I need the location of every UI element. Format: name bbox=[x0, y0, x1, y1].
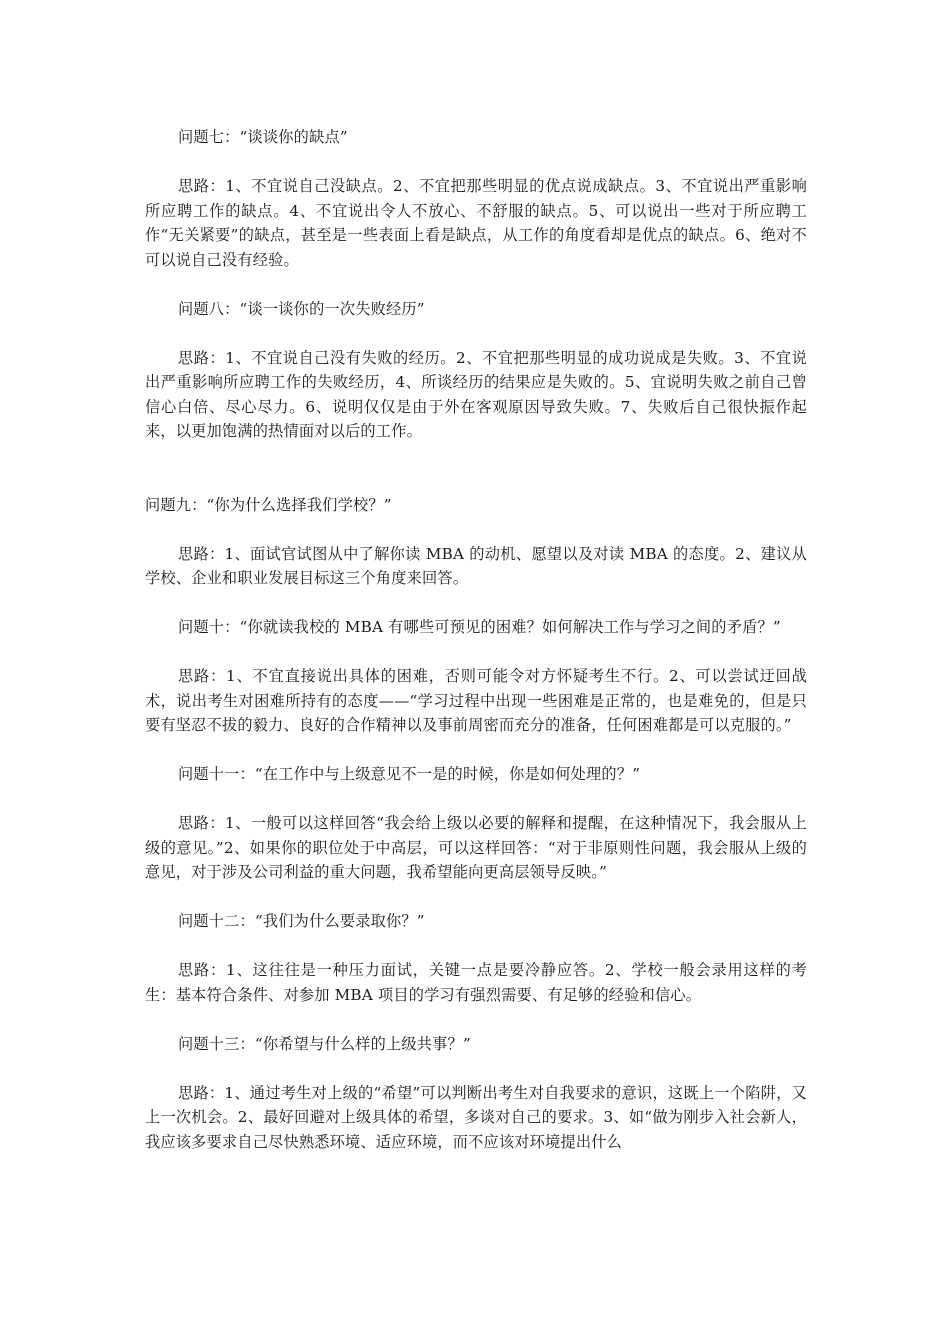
answer-10: 思路：1、不宜直接说出具体的困难，否则可能令对方怀疑考生不行。2、可以尝试迂回战术，说出考生对困难所持有的态度——“学习过程中出现一些困难是正常的，也是难免的，但是只要有坚忍不拔的毅力、良好的合作精神以及事前周密而充分的准备，任何困难都是可以克服的。” bbox=[145, 667, 807, 734]
answer-9: 思路：1、面试官试图从中了解你读 MBA 的动机、愿望以及对读 MBA 的态度。2、建议从学校、企业和职业发展目标这三个角度来回答。 bbox=[145, 544, 807, 587]
question-12: 问题十二：“我们为什么要录取你？” bbox=[178, 912, 425, 930]
answer-13: 思路：1、通过考生对上级的“希望”可以判断出考生对自我要求的意识，这既上一个陷阱，又上一次机会。2、最好回避对上级具体的希望，多谈对自己的要求。3、如“做为刚步入社会新人，我应该多要求自己尽快熟悉环境、适应环境，而不应该对环境提出什么 bbox=[145, 1083, 807, 1151]
question-10: 问题十：“你就读我校的 MBA 有哪些可预见的困难？如何解决工作与学习之间的矛盾？” bbox=[178, 618, 781, 636]
answer-11: 思路：1、一般可以这样回答“我会给上级以必要的解释和提醒，在这种情况下，我会服从上级的意见。”2、如果你的职位处于中高层，可以这样回答：“对于非原则性问题，我会服从上级的意见，对于涉及公司利益的重大问题，我希望能向更高层领导反映。” bbox=[145, 814, 807, 881]
answer-7: 思路：1、不宜说自己没缺点。2、不宜把那些明显的优点说成缺点。3、不宜说出严重影响所应聘工作的缺点。4、不宜说出令人不放心、不舒服的缺点。5、可以说出一些对于所应聘工作“无关紧要”的缺点，甚至是一些表面上看是缺点，从工作的角度看却是优点的缺点。6、绝对不可以说自己没有经验。 bbox=[145, 177, 807, 269]
question-8: 问题八：“谈一谈你的一次失败经历” bbox=[178, 299, 425, 318]
question-11: 问题十一：“在工作中与上级意见不一是的时候，你是如何处理的？” bbox=[178, 765, 641, 783]
blank-line bbox=[145, 468, 807, 493]
question-13: 问题十三：“你希望与什么样的上级共事？” bbox=[178, 1034, 471, 1053]
answer-12: 思路：1、这往往是一种压力面试，关键一点是要冷静应答。2、学校一般会录用这样的考生：基本符合条件、对参加 MBA 项目的学习有强烈需要、有足够的经验和信心。 bbox=[145, 961, 807, 1004]
document-body bbox=[145, 125, 807, 1179]
answer-8: 思路：1、不宜说自己没有失败的经历。2、不宜把那些明显的成功说成是失败。3、不宜说出严重影响所应聘工作的失败经历，4、所谈经历的结果应是失败的。5、宜说明失败之前自己曾信心白倍、尽心尽力。6、说明仅仅是由于外在客观原因导致失败。7、失败后自己很快振作起来，以更加饱满的热情面对以后的工作。 bbox=[145, 348, 807, 440]
question-9: 问题九：“你为什么选择我们学校？” bbox=[145, 495, 392, 514]
question-7: 问题七：“谈谈你的缺点” bbox=[178, 128, 348, 146]
